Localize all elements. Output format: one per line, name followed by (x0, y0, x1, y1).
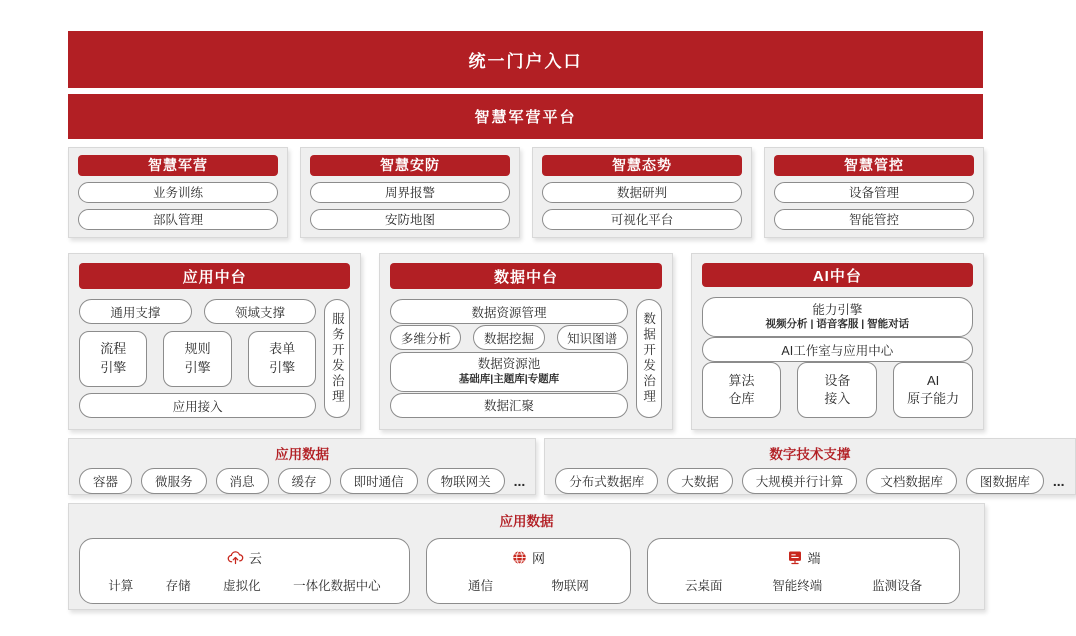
app-data-panel (68, 438, 536, 495)
infrastructure-panel (68, 503, 985, 610)
digital-tech-more: ... (1052, 473, 1065, 489)
module-title: 智慧管控 (774, 155, 974, 176)
network-group-label: 网 (531, 551, 545, 566)
ai-cell-row (702, 362, 973, 418)
app-data-pill: 微服务 (141, 468, 207, 494)
digital-tech-pill: 文档数据库 (866, 468, 957, 494)
cloud-group-items (92, 576, 397, 594)
infra-item: 计算 (108, 579, 134, 593)
engine-line: 引擎 (184, 359, 211, 375)
data-resource-mgmt-pill: 数据资源管理 (390, 299, 627, 324)
smart-modules-row (68, 147, 984, 238)
ai-studio-pill: AI工作室与应用中心 (702, 337, 973, 362)
cloud-group (79, 538, 410, 604)
infra-item: 一体化数据中心 (293, 579, 381, 593)
digital-tech-pill: 图数据库 (966, 468, 1044, 494)
analysis-pill: 知识图谱 (557, 325, 628, 350)
cloud-upload-icon (227, 550, 244, 565)
infrastructure-row (69, 530, 984, 604)
module-item: 设备管理 (774, 182, 974, 203)
infra-item: 云桌面 (685, 579, 723, 593)
analysis-pill: 多维分析 (390, 325, 461, 350)
cloud-group-label: 云 (248, 551, 262, 566)
data-platform-body (390, 299, 661, 418)
digital-tech-pill: 分布式数据库 (555, 468, 658, 494)
data-platform-main (390, 299, 627, 418)
ai-cell-line: 仓库 (728, 391, 755, 406)
digital-tech-panel (544, 438, 1075, 495)
platform-title: AI中台 (702, 263, 973, 287)
module-item: 周界报警 (310, 182, 510, 203)
ability-engine-pill (702, 297, 973, 337)
app-platform-main (79, 299, 316, 418)
support-pill: 通用支撑 (79, 299, 192, 324)
app-platform-body (79, 299, 350, 418)
ai-cell-line: 接入 (824, 391, 851, 406)
engine-line: 表单 (269, 341, 296, 357)
ai-cell-algorithm (702, 362, 782, 418)
platform-title: 数据中台 (390, 263, 661, 289)
ability-engine-subtitle: 视频分析 | 语音客服 | 智能对话 (765, 318, 910, 331)
app-data-pill: 容器 (79, 468, 132, 494)
module-item: 安防地图 (310, 209, 510, 230)
module-title: 智慧态势 (542, 155, 742, 176)
app-data-pill: 物联网关 (427, 468, 505, 494)
module-smart-security (300, 147, 520, 238)
platform-banner: 智慧军营平台 (68, 94, 983, 139)
engine-line: 引擎 (269, 359, 296, 375)
infra-item: 存储 (165, 579, 191, 593)
terminal-group-items (660, 576, 947, 594)
portal-banner: 统一门户入口 (68, 31, 983, 88)
infra-item: 通信 (468, 579, 494, 593)
app-data-pill: 即时通信 (340, 468, 418, 494)
app-access-pill: 应用接入 (79, 393, 316, 418)
cloud-group-head (92, 548, 397, 567)
ai-platform-main (702, 297, 973, 418)
ai-cell-line: 设备 (824, 372, 851, 388)
platform-title: 应用中台 (79, 263, 350, 289)
terminal-group-label: 端 (807, 551, 821, 566)
infrastructure-title: 应用数据 (499, 514, 554, 529)
support-pill-row (79, 299, 316, 324)
monitor-icon (787, 550, 803, 565)
module-item: 业务训练 (78, 182, 278, 203)
ai-cell-line: 算法 (728, 372, 755, 388)
network-group (426, 538, 631, 604)
ai-cell-line: AI (926, 372, 940, 388)
service-dev-governance-pill: 服务开发治理 (324, 299, 350, 418)
ability-engine-title: 能力引擎 (812, 302, 863, 317)
engine-line: 流程 (100, 341, 127, 357)
engine-box-rule (163, 331, 231, 387)
app-data-pill: 消息 (216, 468, 269, 494)
engine-line: 规则 (184, 341, 211, 357)
support-row (68, 438, 1065, 495)
app-data-title: 应用数据 (275, 447, 330, 462)
module-title: 智慧安防 (310, 155, 510, 176)
terminal-group-head (660, 548, 947, 567)
data-dev-governance-pill: 数据开发治理 (636, 299, 662, 418)
network-group-items (439, 576, 618, 594)
support-pill: 领域支撑 (204, 299, 317, 324)
module-smart-barracks (68, 147, 288, 238)
module-item: 智能管控 (774, 209, 974, 230)
data-aggregation-pill: 数据汇聚 (390, 393, 627, 418)
data-middle-platform (379, 253, 672, 430)
module-item: 可视化平台 (542, 209, 742, 230)
engine-box-form (248, 331, 316, 387)
terminal-group (647, 538, 960, 604)
data-pool-subtitle: 基础库|主题库|专题库 (458, 372, 560, 385)
app-data-pills (79, 468, 525, 494)
infra-item: 虚拟化 (223, 579, 261, 593)
module-smart-control (764, 147, 984, 238)
engine-line: 引擎 (100, 359, 127, 375)
app-data-pill: 缓存 (278, 468, 331, 494)
app-data-more: ... (513, 473, 526, 489)
infra-item: 物联网 (551, 579, 589, 593)
infra-item: 智能终端 (772, 579, 823, 593)
engine-row (79, 331, 316, 387)
ai-cell-device (797, 362, 877, 418)
digital-tech-pills (555, 468, 1064, 494)
digital-tech-pill: 大规模并行计算 (742, 468, 858, 494)
ai-cell-atomic (893, 362, 973, 418)
middle-platforms-row (68, 253, 984, 430)
ai-middle-platform (691, 253, 984, 430)
module-smart-situation (532, 147, 752, 238)
module-title: 智慧军营 (78, 155, 278, 176)
ai-platform-body (702, 297, 973, 418)
ai-cell-line: 原子能力 (907, 391, 960, 406)
engine-box-process (79, 331, 147, 387)
data-pool-pill (390, 352, 627, 392)
globe-icon (512, 550, 527, 565)
digital-tech-title: 数字技术支撑 (769, 447, 851, 462)
app-middle-platform (68, 253, 361, 430)
network-group-head (439, 548, 618, 567)
module-item: 数据研判 (542, 182, 742, 203)
analysis-pill: 数据挖掘 (473, 325, 544, 350)
data-pool-title: 数据资源池 (477, 357, 541, 372)
infra-item: 监测设备 (872, 579, 923, 593)
analysis-pill-row (390, 325, 627, 350)
digital-tech-pill: 大数据 (667, 468, 733, 494)
module-item: 部队管理 (78, 209, 278, 230)
